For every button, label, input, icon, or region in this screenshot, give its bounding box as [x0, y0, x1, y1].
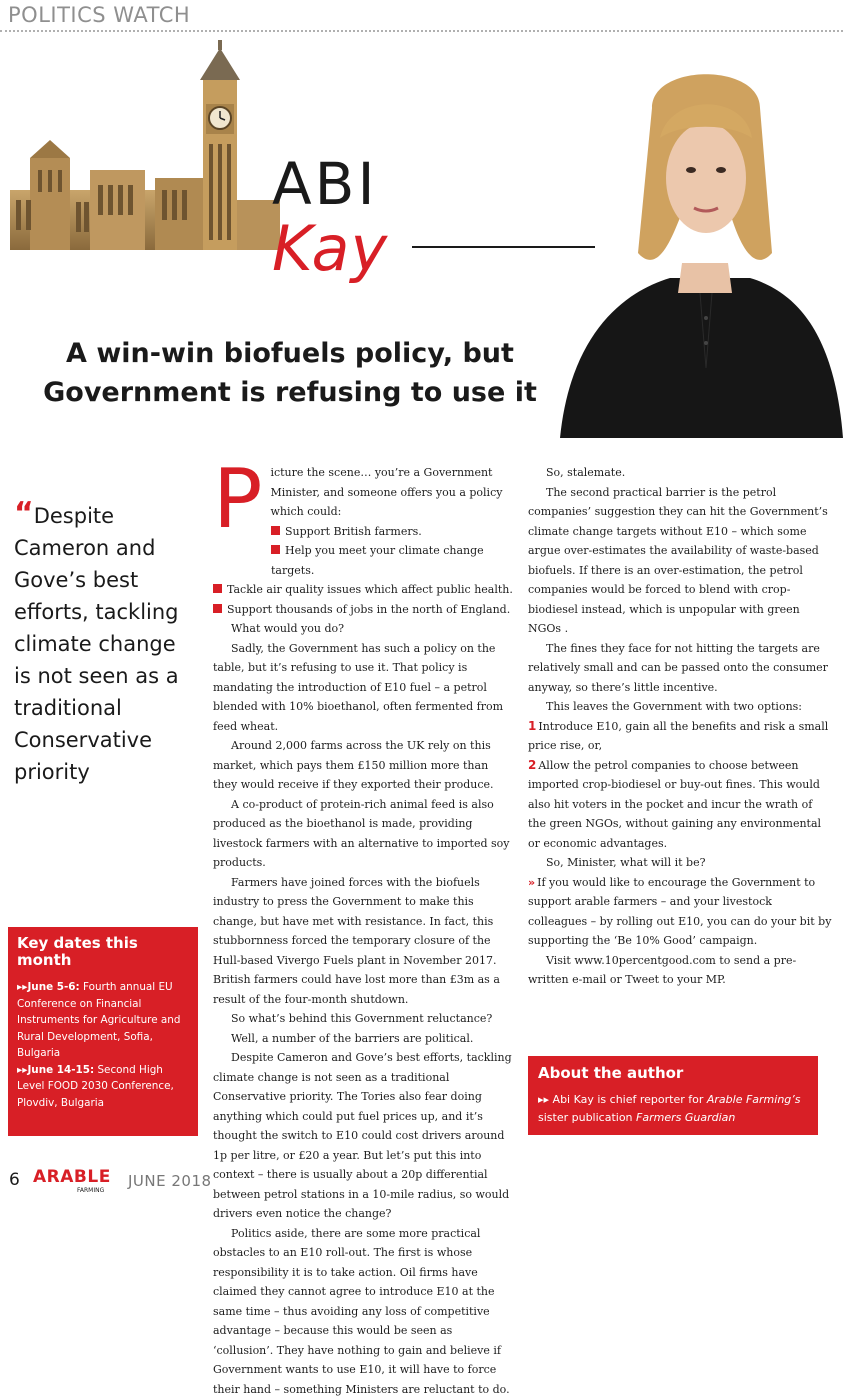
about-text: ▸▸ Abi Kay is chief reporter for Arable Farming’s sister publication Farmers Guardian: [538, 1091, 808, 1127]
arrow-icon: ▸▸: [17, 981, 27, 993]
article-paragraph: Around 2,000 farms across the UK rely on this market, which pays them £150 million more than they would receive if they exported their produce.: [213, 736, 513, 795]
key-dates-box: [8, 927, 198, 1136]
pull-quote-text: Despite Cameron and Gove’s best efforts, tackling climate change is not seen as a traditional Conservative priority: [14, 504, 179, 784]
article-paragraph: Visit www.10percentgood.com to send a pre-written e-mail or Tweet to your MP.: [528, 951, 833, 990]
logo-subtitle: FARMING: [77, 1187, 123, 1194]
option-number: 2: [528, 758, 536, 772]
about-author-box: [528, 1056, 818, 1135]
article-paragraph: Well, a number of the barriers are political.: [213, 1029, 513, 1049]
bullet-item: Support thousands of jobs in the north of England.: [213, 600, 513, 620]
article-column-2: [528, 463, 833, 990]
article-paragraph: The second practical barrier is the petrol companies’ suggestion they can hit the Government’s climate change targets without E10 – which some argue over-estimates the availability of waste-based biofuels. If there is an over-estimation, the petrol companies would be forced to blend with crop-biodiesel instead, which is unpopular with green NGOs .: [528, 483, 833, 639]
article-paragraph: So what’s behind this Government reluctance?: [213, 1009, 513, 1029]
author-name-rule: [412, 246, 595, 248]
bullet-square-icon: [213, 604, 222, 613]
article-paragraph: Sadly, the Government has such a policy on the table, but it’s refusing to use it. That policy is mandating the introduction of E10 fuel – a petrol blended with 10% bioethanol, often fermented from feed wheat.: [213, 639, 513, 737]
article-paragraph: A co-product of protein-rich animal feed is also produced as the bioethanol is made, providing livestock farmers with an alternative to imported soy products.: [213, 795, 513, 873]
article-paragraph: What would you do?: [213, 619, 513, 639]
key-date-text: Fourth annual EU Conference on Financial Instruments for Agriculture and Rural Development, Sofia, Bulgaria: [17, 981, 180, 1059]
key-date-item: [17, 1062, 190, 1112]
chevron-right-icon: »: [528, 876, 535, 889]
key-date-item: [17, 979, 190, 1062]
drop-cap: P: [213, 465, 262, 535]
arrow-icon: ▸▸: [538, 1093, 549, 1106]
key-dates-title: Key dates this month: [17, 935, 190, 969]
headline-line: A win-win biofuels policy, but: [66, 338, 514, 369]
bullet-square-icon: [213, 584, 222, 593]
page-number: 6: [9, 1170, 20, 1190]
author-photo: [560, 38, 843, 438]
logo-wordmark: ARABLE: [33, 1168, 123, 1187]
header-divider: [0, 30, 843, 32]
article-paragraph: This leaves the Government with two options:: [528, 697, 833, 717]
issue-date: JUNE 2018: [128, 1172, 212, 1190]
call-to-action: » If you would like to encourage the Government to support arable farmers – and your livestock colleagues – by rolling out E10, you can do your bit by supporting the ‘Be 10% Good’ campaign.: [528, 873, 833, 951]
option-item: 1 Introduce E10, gain all the benefits and risk a small price rise, or,: [528, 717, 833, 756]
pull-quote: [14, 498, 199, 788]
arrow-icon: ▸▸: [17, 1064, 27, 1076]
option-number: 1: [528, 719, 536, 733]
article-paragraph: Picture the scene… you’re a Government Minister, and someone offers you a policy which could:: [213, 463, 513, 522]
key-date-text: Second High Level FOOD 2030 Conference, Plovdiv, Bulgaria: [17, 1064, 174, 1109]
author-last-name: Kay: [272, 212, 388, 285]
bullet-item: Help you meet your climate change targets.: [213, 541, 513, 580]
bullet-item: Tackle air quality issues which affect public health.: [213, 580, 513, 600]
article-paragraph: The fines they face for not hitting the targets are relatively small and can be passed onto the consumer anyway, so there’s little incentive.: [528, 639, 833, 698]
option-item: 2 Allow the petrol companies to choose between imported crop-biodiesel or buy-out fines. This would also hit voters in the pocket and incur the wrath of the green NGOs, without gaining any environmental or economic advantages.: [528, 756, 833, 854]
quote-mark-icon: “: [14, 496, 34, 531]
key-date-date: June 5-6:: [27, 981, 79, 993]
key-date-date: June 14-15:: [27, 1064, 94, 1076]
article-paragraph: Farmers have joined forces with the biofuels industry to press the Government to make this change, but have met with resistance. In fact, this stubbornness forced the temporary closure of the Hull-based Vivergo Fuels plant in November 2017. British farmers could have lost more than £3m as a result of the four-month shutdown.: [213, 873, 513, 1010]
publication-logo: [33, 1168, 123, 1198]
author-first-name: ABI: [272, 150, 378, 218]
about-title: About the author: [538, 1064, 808, 1082]
article-column-1: [213, 463, 513, 1399]
parliament-image: [10, 40, 280, 250]
article-paragraph: Despite Cameron and Gove’s best efforts, tackling climate change is not seen as a traditional Conservative priority. The Tories also fear doing anything which could put fuel prices up, and it’s thought the switch to E10 could cost drivers around 1p per litre, or £20 a year. But let’s put this into context – there is usually about a 20p differential between petrol stations in a 10-mile radius, so would drivers even notice the change?: [213, 1048, 513, 1224]
headline: [20, 334, 560, 412]
bullet-square-icon: [271, 545, 280, 554]
article-paragraph: So, Minister, what will it be?: [528, 853, 833, 873]
bullet-item: Support British farmers.: [213, 522, 513, 542]
article-paragraph: So, stalemate.: [528, 463, 833, 483]
headline-line: Government is refusing to use it: [43, 377, 537, 408]
article-paragraph: Politics aside, there are some more practical obstacles to an E10 roll-out. The first is whose responsibility it is to take action. Oil firms have claimed they cannot agree to introduce E10 at the same time – thus avoiding any loss of competitive advantage – because this would be seen as ‘collusion’. They have nothing to gain and believe if Government wants to use E10, it will have to force their hand – something Ministers are reluctant to do.: [213, 1224, 513, 1399]
section-label: POLITICS WATCH: [8, 3, 190, 27]
bullet-square-icon: [271, 526, 280, 535]
